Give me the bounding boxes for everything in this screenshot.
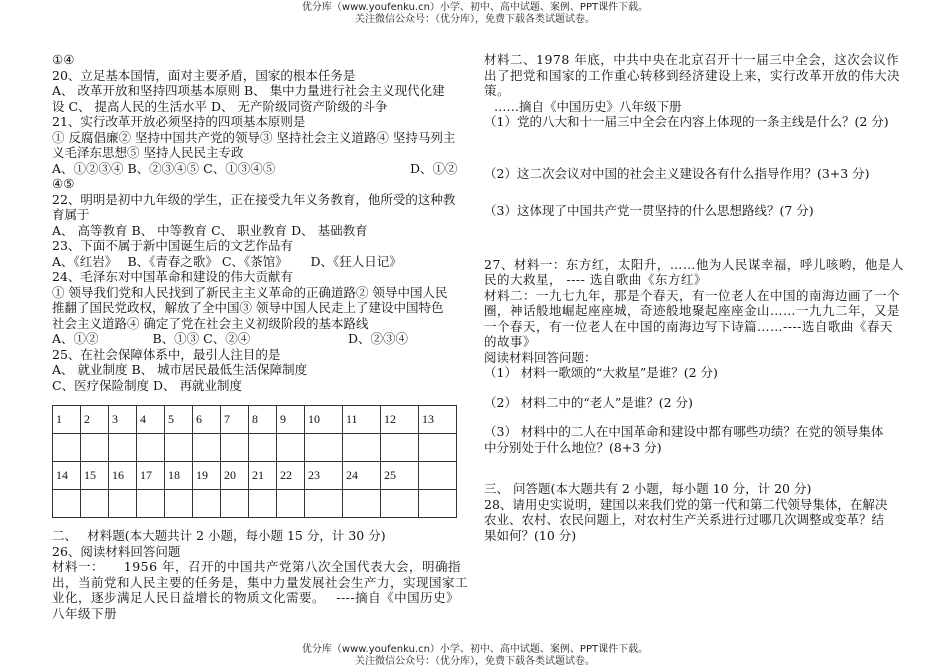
table-answer-cell[interactable] xyxy=(305,434,343,462)
answer-table-row xyxy=(53,406,457,434)
q28-stem-a: 28、请用史实说明，建国以来我们党的第一代和第二代领导集体，在解决 xyxy=(484,496,888,512)
q27-read-prompt: 阅读材料回答问题： xyxy=(484,349,597,365)
table-cell: 20 xyxy=(221,462,249,490)
table-answer-cell[interactable] xyxy=(249,434,277,462)
table-answer-cell[interactable] xyxy=(193,434,221,462)
q27-sub-3-b: 中分别处于什么地位？(8+3 分) xyxy=(484,439,662,455)
table-answer-cell[interactable] xyxy=(109,490,137,518)
q26-material-1-b: 出，当前党和人民主要的任务是，集中力量发展社会生产力，实现国家工 xyxy=(52,574,469,590)
table-cell: 13 xyxy=(419,406,457,434)
q26-material-2-c: 策。 xyxy=(484,83,511,98)
q26-sub-2: （2）这二次会议对中国的社会主义建设各有什么指导作用？(3+3 分) xyxy=(484,165,870,181)
table-cell: 25 xyxy=(381,462,419,490)
q27-material-b: 民的大救星， ---- 选自歌曲《东方红》 xyxy=(484,272,707,287)
table-answer-cell[interactable] xyxy=(109,434,137,462)
table-answer-cell[interactable] xyxy=(305,490,343,518)
q27-material-a: 27、材料一：东方红，太阳升，……他为人民谋幸福，呼儿咳哟，他是人 xyxy=(484,256,904,272)
table-cell: 11 xyxy=(343,406,381,434)
q27-material-f: 的故事》 xyxy=(484,334,537,349)
table-cell: 2 xyxy=(81,406,109,434)
header-line-2: 关注微信公众号：（优分库），免费下载各类试题试卷。 xyxy=(355,14,595,25)
q27-material-e: 一个春天，有一位老人在中国的南海边写下诗篇……----选自歌曲《春天 xyxy=(484,318,893,334)
answer-table-row xyxy=(53,434,457,462)
table-cell: 7 xyxy=(221,406,249,434)
table-answer-cell[interactable] xyxy=(277,434,305,462)
q27-material-c: 材料二：一九七九年，那是个春天，有一位老人在中国的南海边画了一个 xyxy=(484,287,901,303)
left-column xyxy=(52,52,472,621)
footer-line-2: 关注微信公众号：（优分库），免费下载各类试题试卷。 xyxy=(355,656,595,667)
table-answer-cell[interactable] xyxy=(381,434,419,462)
right-column xyxy=(484,52,909,543)
q27-sub-1: （1） 材料一歌颂的“大救星”是谁？(2 分) xyxy=(484,365,718,380)
q28-stem-c: 果如何？(10 分) xyxy=(484,527,577,543)
q24-options xyxy=(52,331,472,347)
table-cell: 3 xyxy=(109,406,137,434)
q26-material-2-source: ……摘自《中国历史》八年级下册 xyxy=(494,98,682,114)
table-cell: 18 xyxy=(165,462,193,490)
q27-sub-3-a: （3） 材料中的二人在中国革命和建设中都有哪些功绩？在党的领导集体 xyxy=(484,424,884,439)
table-answer-cell[interactable] xyxy=(249,490,277,518)
table-answer-cell[interactable] xyxy=(81,434,109,462)
q21-stem: 21、实行改革开放必须坚持的四项基本原则是 xyxy=(52,114,306,129)
q22-options: A、 高等教育 B、 中等教育 C、 职业教育 D、 基础教育 xyxy=(52,222,368,238)
section-2-heading: 二、 材料题(本大题共计 2 小题，每小题 15 分，计 30 分) xyxy=(52,528,386,543)
footer-line-1: 优分库（www.youfenku.cn）小学、初中、高中试题、案例、PPT课件下载。 xyxy=(301,644,649,655)
answer-table-row xyxy=(53,490,457,518)
table-answer-cell[interactable] xyxy=(137,490,165,518)
table-cell: 16 xyxy=(109,462,137,490)
q19-continuation: ①④ xyxy=(52,52,75,67)
q21-items-b: 义毛泽东思想⑤ 坚持人民民主专政 xyxy=(52,145,244,160)
table-answer-cell[interactable] xyxy=(81,490,109,518)
q21-items-a: ① 反腐倡廉② 坚持中国共产党的领导③ 坚持社会主义道路④ 坚持马列主 xyxy=(52,129,456,145)
table-cell: 15 xyxy=(81,462,109,490)
table-answer-cell[interactable] xyxy=(419,434,457,462)
table-cell: 14 xyxy=(53,462,81,490)
table-answer-cell[interactable] xyxy=(165,490,193,518)
section-3-heading: 三、 问答题(本大题共有 2 小题，每小题 10 分，计 20 分) xyxy=(484,481,812,496)
q21-options-abc: A、①②③④ B、②③④⑤ C、①③④⑤ xyxy=(52,160,276,176)
table-answer-cell[interactable] xyxy=(221,434,249,462)
table-cell: 5 xyxy=(165,406,193,434)
table-cell: 17 xyxy=(137,462,165,490)
answer-table xyxy=(52,405,457,518)
table-answer-cell[interactable] xyxy=(137,434,165,462)
q26-stem: 26、阅读材料回答问题 xyxy=(52,543,181,559)
table-answer-cell[interactable] xyxy=(165,434,193,462)
q26-sub-1: （1）党的八大和十一届三中全会在内容上体现的一条主线是什么？(2 分) xyxy=(484,114,889,129)
table-answer-cell[interactable] xyxy=(53,434,81,462)
table-cell: 19 xyxy=(193,462,221,490)
q20-options-a: A、 改革开放和坚持四项基本原则 B、 集中力量进行社会主义现代化建 xyxy=(52,83,445,98)
table-answer-cell[interactable] xyxy=(343,434,381,462)
q26-material-1-a: 材料一： 1956 年，召开的中国共产党第八次全国代表大会，明确指 xyxy=(52,559,462,574)
q21-option-d-cont: ④⑤ xyxy=(52,176,75,191)
q24-options-abc: A、①② B、①③ C、②④ xyxy=(52,331,251,346)
table-cell: 4 xyxy=(137,406,165,434)
q26-material-2-b: 出了把党和国家的工作重心转移到经济建设上来，实行改革开放的伟大决 xyxy=(484,67,901,83)
q25-stem: 25、在社会保障体系中，最引人注目的是 xyxy=(52,346,281,362)
page-header xyxy=(0,2,950,26)
q23-stem: 23、下面不属于新中国诞生后的文艺作品有 xyxy=(52,238,293,253)
q25-options-b: C、医疗保险制度 D、 再就业制度 xyxy=(52,377,243,393)
table-cell: 22 xyxy=(277,462,305,490)
q27-material-d: 圈，神话般地崛起座座城，奇迹般地聚起座座金山……一九九二年，又是 xyxy=(484,303,901,318)
table-cell: 23 xyxy=(305,462,343,490)
q22-stem-cont: 育属于 xyxy=(52,207,90,222)
table-cell: 8 xyxy=(249,406,277,434)
q25-options-a: A、 就业制度 B、 城市居民最低生活保障制度 xyxy=(52,362,308,377)
q24-stem: 24、毛泽东对中国革命和建设的伟大贡献有 xyxy=(52,269,293,284)
table-answer-cell[interactable] xyxy=(419,490,457,518)
table-cell: 24 xyxy=(343,462,381,490)
q20-stem: 20、立足基本国情，面对主要矛盾，国家的根本任务是 xyxy=(52,67,356,83)
table-cell: 10 xyxy=(305,406,343,434)
q28-stem-b: 农业、农村、农民问题上，对农村生产关系进行过哪几次调整或变革？结 xyxy=(484,512,885,527)
q26-material-2-a: 材料二、1978 年底，中共中央在北京召开十一届三中全会，这次会议作 xyxy=(484,52,900,67)
table-answer-cell[interactable] xyxy=(343,490,381,518)
header-line-1: 优分库（www.youfenku.cn）小学、初中、高中试题、案例、PPT课件下载。 xyxy=(301,2,649,13)
q26-material-1-d: 八年级下册 xyxy=(52,605,118,621)
q26-sub-3: （3）这体现了中国共产党一贯坚持的什么思想路线？(7 分) xyxy=(484,203,814,218)
table-cell: 9 xyxy=(277,406,305,434)
table-cell: 6 xyxy=(193,406,221,434)
table-answer-cell[interactable] xyxy=(277,490,305,518)
q26-material-1-c: 业化，逐步满足人民日益增长的物质文化需要。 ----摘自《中国历史》 xyxy=(52,590,460,605)
answer-table-row xyxy=(53,462,457,490)
q24-items-a: ① 领导我们党和人民找到了新民主主义革命的正确道路② 领导中国人民 xyxy=(52,284,448,300)
table-cell xyxy=(419,462,457,490)
page-footer xyxy=(0,644,950,668)
q24-option-d: D、②③④ xyxy=(348,331,409,346)
table-answer-cell[interactable] xyxy=(221,490,249,518)
q20-options-b: 设 C、 提高人民的生活水平 D、 无产阶级同资产阶级的斗争 xyxy=(52,98,388,114)
q22-stem: 22、明明是初中九年级的学生，正在接受九年义务教育，他所受的这种教 xyxy=(52,191,456,207)
q24-items-c: 社会主义道路④ 确定了党在社会主义初级阶段的基本路线 xyxy=(52,315,369,331)
table-cell: 21 xyxy=(249,462,277,490)
table-answer-cell[interactable] xyxy=(53,490,81,518)
q24-items-b: 推翻了国民党政权，解放了全中国③ 领导中国人民走上了建设中国特色 xyxy=(52,300,444,315)
q21-options xyxy=(52,161,472,177)
table-answer-cell[interactable] xyxy=(381,490,419,518)
q21-option-d: D、①② xyxy=(410,160,458,176)
table-answer-cell[interactable] xyxy=(193,490,221,518)
q23-options: A、《红岩》 B、《青春之歌》 C、《茶馆》 D、《狂人日记》 xyxy=(52,253,402,269)
q27-sub-2: （2） 材料二中的“老人”是谁？(2 分) xyxy=(484,394,693,410)
table-cell: 12 xyxy=(381,406,419,434)
table-cell: 1 xyxy=(53,406,81,434)
